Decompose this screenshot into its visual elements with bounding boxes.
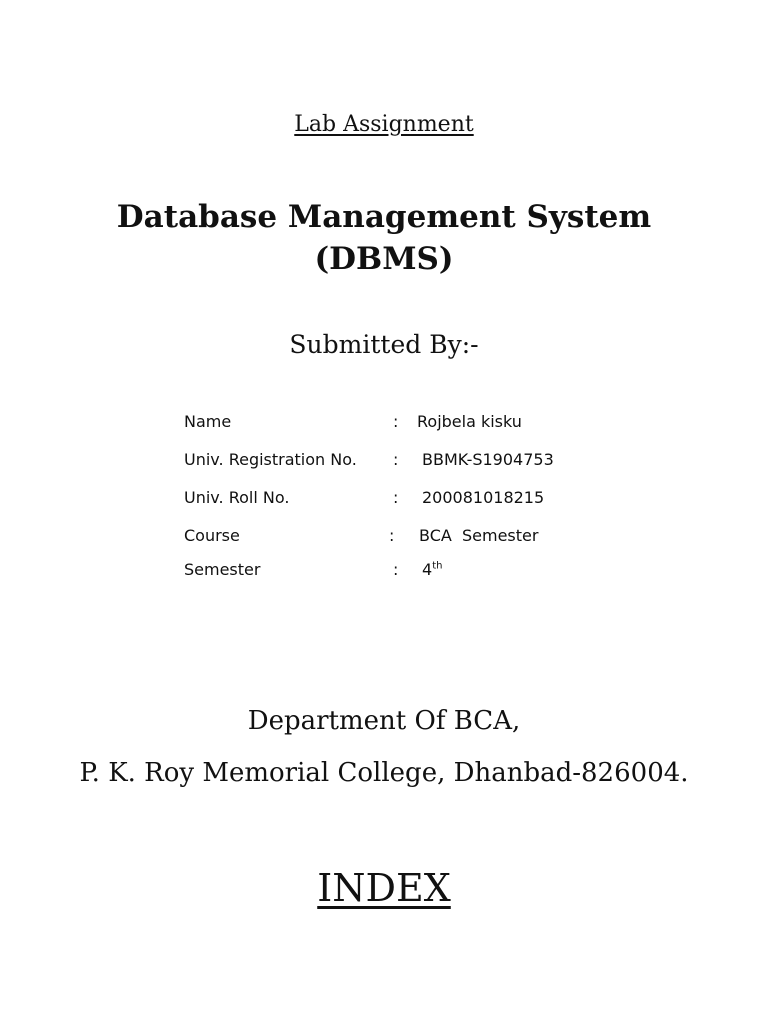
department-line: Department Of BCA, [247,706,521,736]
detail-row-semester [184,560,604,598]
subject-title-line1: Database Management System [116,199,652,235]
index-heading: INDEX [317,866,451,910]
detail-value: Rojbela kisku [417,412,522,431]
detail-colon: : [393,488,399,507]
detail-row-roll [184,488,604,526]
detail-label: Univ. Roll No. [184,488,290,507]
semester-number: 4 [422,560,433,579]
detail-value: BCA Semester [419,526,539,545]
detail-colon: : [393,450,399,469]
college-line: P. K. Roy Memorial College, Dhanbad-826004. [79,758,689,788]
detail-value: 200081018215 [422,488,545,507]
detail-colon: : [389,526,395,545]
subject-title-line2: (DBMS) [314,241,454,277]
detail-row-name [184,412,604,450]
detail-label: Semester [184,560,261,579]
detail-colon: : [393,412,399,431]
detail-value: BBMK-S1904753 [422,450,554,469]
detail-label: Course [184,526,240,545]
detail-row-course [184,526,604,560]
detail-value [422,560,442,579]
detail-label: Univ. Registration No. [184,450,357,469]
detail-row-registration [184,450,604,488]
detail-label: Name [184,412,232,431]
subject-title [0,196,768,280]
submitted-by-heading: Submitted By:- [289,330,479,359]
detail-colon: : [393,560,399,579]
lab-assignment-title: Lab Assignment [294,112,474,137]
student-details [184,412,604,598]
semester-ordinal-suffix: th [432,560,443,572]
